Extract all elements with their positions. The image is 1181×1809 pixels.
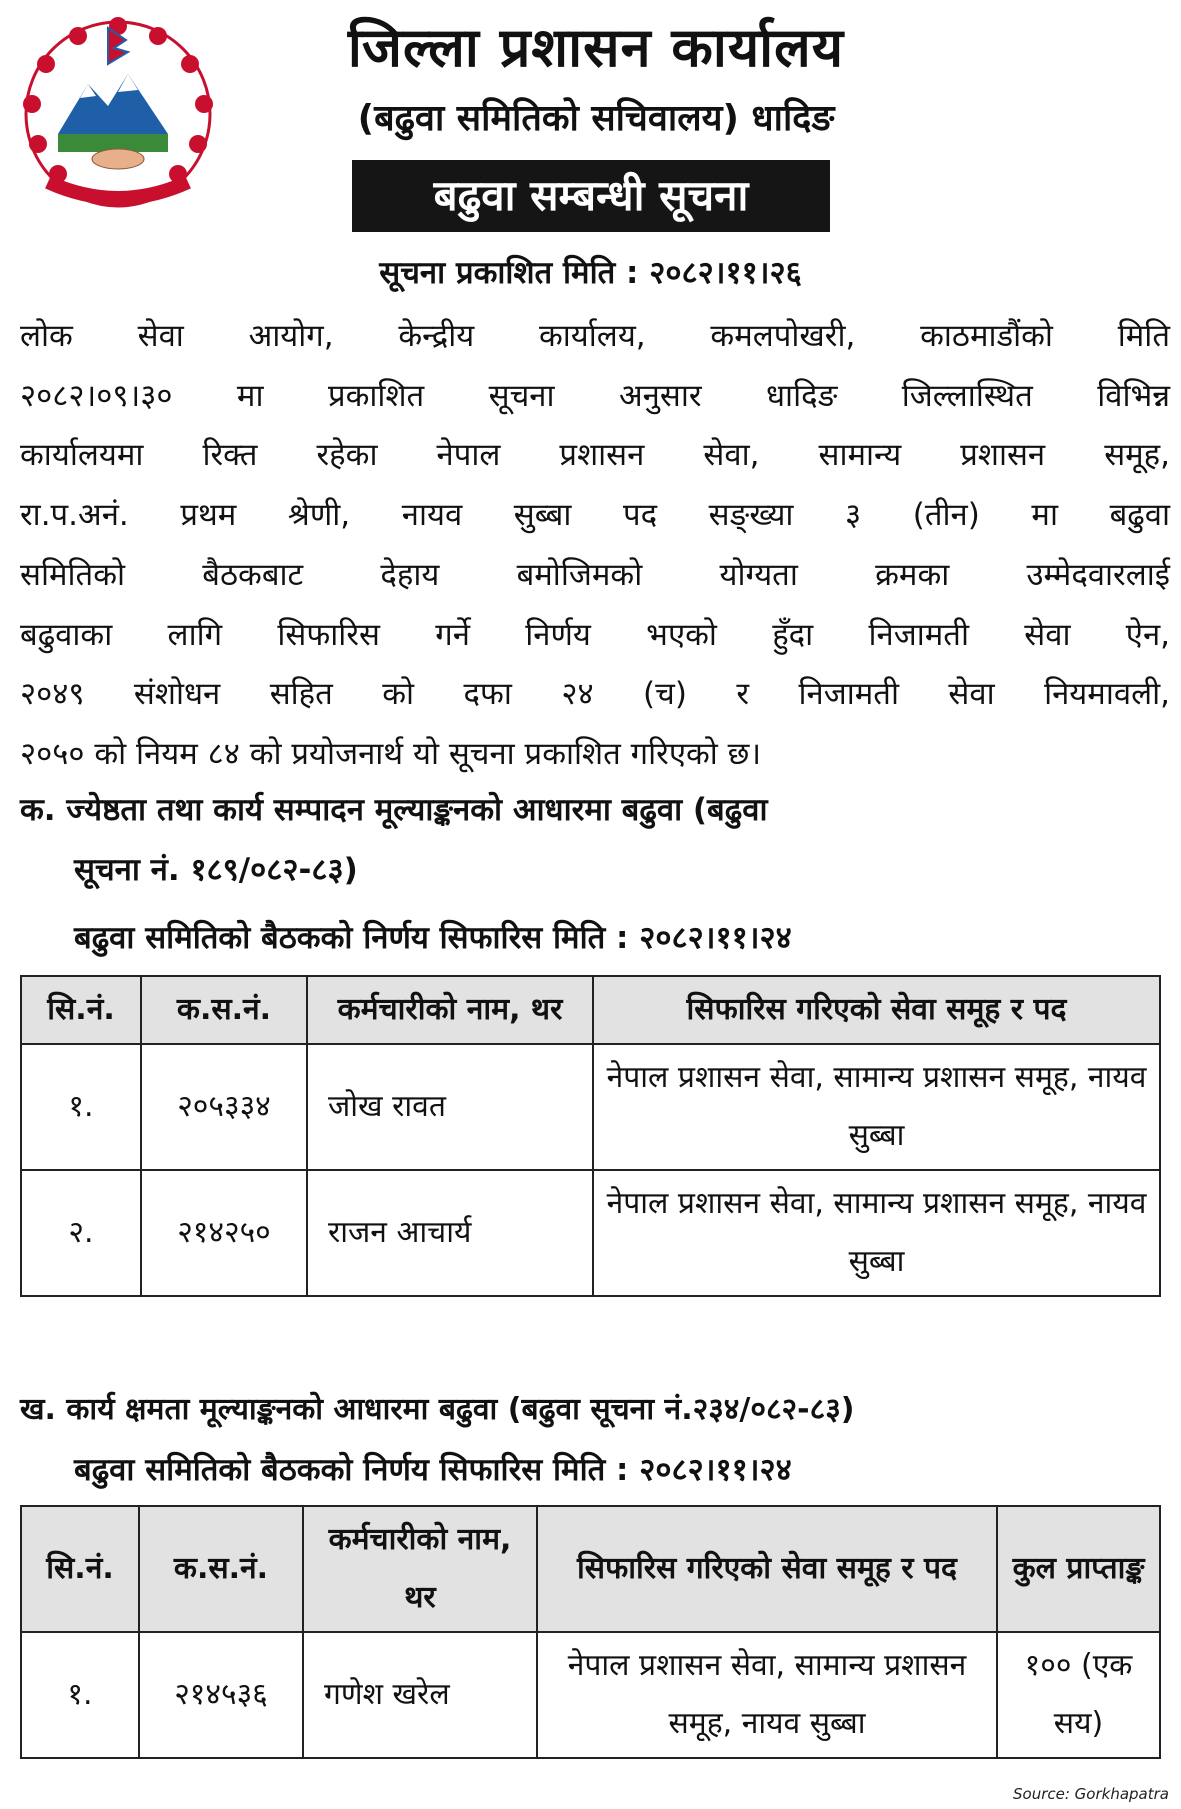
body-line: समितिको बैठकबाट देहाय बमोजिमको योग्यता क्रमका उम्मेदवारलाई	[20, 556, 1170, 593]
body-line: २०४९ संशोधन सहित को दफा २४ (च) र निजामती सेवा नियमावली,	[20, 676, 1170, 713]
body-line: बढुवाका लागि सिफारिस गर्ने निर्णय भएको हुँदा निजामती सेवा ऐन,	[20, 616, 1170, 653]
header-recommended-post: सिफारिस गरिएको सेवा समूह र पद	[593, 976, 1160, 1044]
section-a-heading-cont: सूचना नं. १८९/०८२-८३)	[74, 852, 358, 888]
cell-recommended-post: नेपाल प्रशासन सेवा, सामान्य प्रशासन समूह, नायव सुब्बा	[593, 1170, 1160, 1296]
header-employee-code: क.स.नं.	[139, 1506, 303, 1632]
section-b-table	[20, 1505, 1161, 1759]
cell-recommended-post: नेपाल प्रशासन सेवा, सामान्य प्रशासन समूह, नायव सुब्बा	[537, 1632, 997, 1758]
table-header-row	[21, 976, 1160, 1044]
header-employee-name: कर्मचारीको नाम, थर	[307, 976, 593, 1044]
body-line: रा.प.अनं. प्रथम श्रेणी, नायव सुब्बा पद सङ्ख्या ३ (तीन) मा बढुवा	[20, 497, 1170, 534]
body-line: लोक सेवा आयोग, केन्द्रीय कार्यालय, कमलपोखरी, काठमाडौंको मिति	[20, 318, 1170, 354]
cell-employee-code: २१४२५०	[141, 1170, 307, 1296]
cell-employee-name: राजन आचार्य	[307, 1170, 593, 1296]
section-b-decision-date: बढुवा समितिको बैठकको निर्णय सिफारिस मिति : २०८२।११।२४	[74, 1452, 792, 1488]
header-employee-code: क.स.नं.	[141, 976, 307, 1044]
source-credit: Source: Gorkhapatra	[1013, 1785, 1169, 1803]
cell-serial: १.	[21, 1044, 141, 1170]
cell-employee-name: गणेश खरेल	[303, 1632, 537, 1758]
cell-employee-code: २०५३३४	[141, 1044, 307, 1170]
section-a-table	[20, 975, 1161, 1297]
table-row	[21, 1632, 1160, 1758]
notice-title: बढुवा सम्बन्धी सूचना	[352, 160, 830, 232]
cell-serial: २.	[21, 1170, 141, 1296]
nepal-emblem-icon	[18, 14, 218, 214]
table-row	[21, 1170, 1160, 1296]
table-row	[21, 1044, 1160, 1170]
cell-recommended-post: नेपाल प्रशासन सेवा, सामान्य प्रशासन समूह, नायव सुब्बा	[593, 1044, 1160, 1170]
body-line: २०८२।०९।३० मा प्रकाशित सूचना अनुसार धादिङ जिल्लास्थित विभिन्न	[20, 377, 1170, 414]
publication-date-line: सूचना प्रकाशित मिति : २०८२।११।२६	[379, 255, 802, 291]
cell-total-marks: १०० (एक सय)	[997, 1632, 1160, 1758]
header-recommended-post: सिफारिस गरिएको सेवा समूह र पद	[537, 1506, 997, 1632]
cell-employee-code: २१४५३६	[139, 1632, 303, 1758]
cell-employee-name: जोख रावत	[307, 1044, 593, 1170]
office-title: जिल्ला प्रशासन कार्यालय	[347, 16, 845, 79]
header-serial: सि.नं.	[21, 976, 141, 1044]
header-serial: सि.नं.	[21, 1506, 139, 1632]
notice-body-paragraph	[20, 307, 1170, 785]
header-employee-name: कर्मचारीको नाम, थर	[303, 1506, 537, 1632]
office-subtitle: (बढुवा समितिको सचिवालय) धादिङ	[357, 98, 835, 139]
section-a-decision-date: बढुवा समितिको बैठकको निर्णय सिफारिस मिति : २०८२।११।२४	[74, 920, 792, 956]
body-line: २०५० को नियम ८४ को प्रयोजनार्थ यो सूचना प्रकाशित गरिएको छ।	[20, 735, 762, 772]
section-a-heading: क. ज्येष्ठता तथा कार्य सम्पादन मूल्याङ्कनको आधारमा बढुवा (बढुवा	[20, 792, 768, 828]
cell-serial: १.	[21, 1632, 139, 1758]
header-total-marks: कुल प्राप्ताङ्क	[997, 1506, 1160, 1632]
table-header-row	[21, 1506, 1160, 1632]
body-line: कार्यालयमा रिक्त रहेका नेपाल प्रशासन सेवा, सामान्य प्रशासन समूह,	[20, 437, 1170, 474]
section-b-heading: ख. कार्य क्षमता मूल्याङ्कनको आधारमा बढुवा (बढुवा सूचना नं.२३४/०८२-८३)	[20, 1392, 855, 1427]
